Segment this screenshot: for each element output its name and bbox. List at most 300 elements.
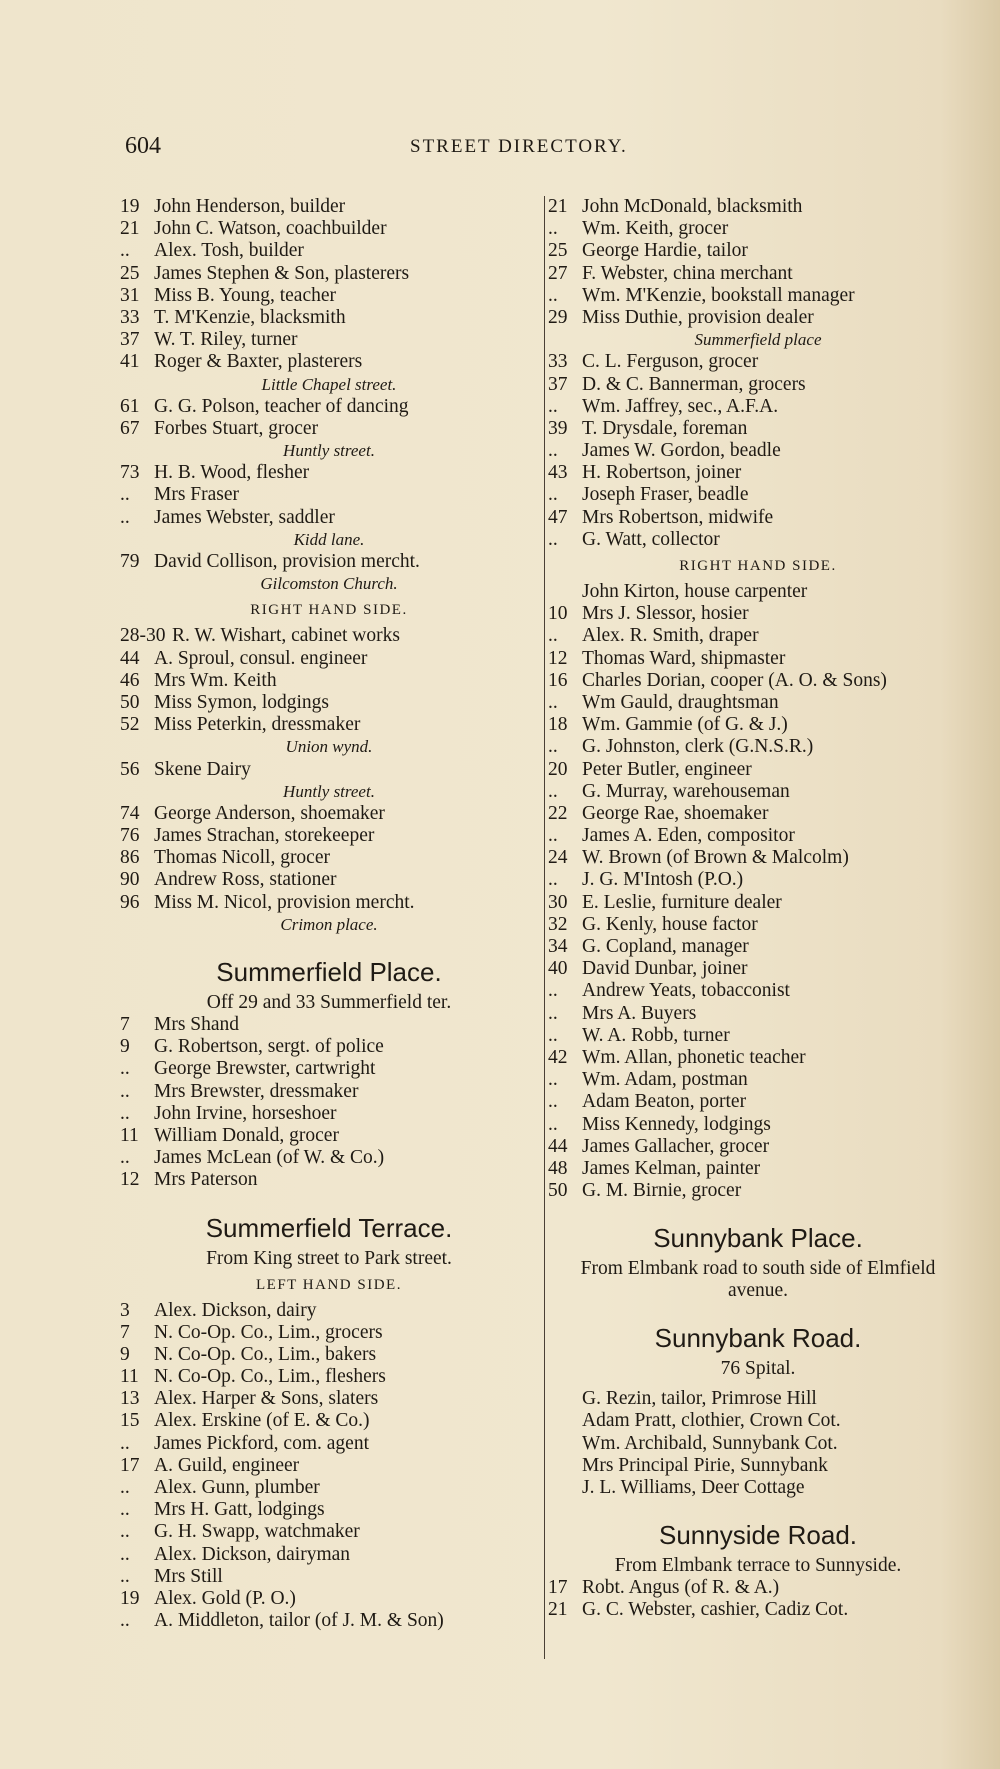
house-number: .. (120, 240, 130, 262)
house-number: 76 (120, 825, 140, 847)
directory-entry (548, 736, 968, 758)
directory-entry (548, 692, 968, 714)
entry-text: John Henderson, builder (154, 196, 346, 217)
directory-entry (120, 329, 538, 351)
directory-entry (120, 1410, 538, 1432)
street-heading: Summerfield Terrace. (205, 1212, 453, 1243)
directory-entry (120, 803, 538, 825)
entry-text: Mrs Wm. Keith (154, 669, 277, 691)
directory-entry (548, 1025, 968, 1047)
directory-entry (548, 1599, 968, 1621)
entry-text: W. A. Robb, turner (582, 1024, 730, 1046)
cross-street: Summerfield place (694, 330, 822, 350)
entry-text: F. Webster, china merchant (582, 262, 793, 284)
house-number: 16 (548, 669, 568, 691)
house-number: .. (548, 440, 558, 462)
directory-entry (548, 285, 968, 307)
house-number: 43 (548, 462, 568, 484)
house-number: 29 (548, 306, 568, 328)
entry-text: James Gallacher, grocer (582, 1135, 770, 1157)
entry-text: A. Sproul, consul. engineer (154, 647, 368, 669)
right-column (548, 196, 968, 1622)
house-number: 39 (548, 417, 568, 439)
street-description: 76 Spital. (720, 1358, 796, 1380)
side-heading: RIGHT HAND SIDE. (679, 558, 837, 574)
side-heading: LEFT HAND SIDE. (256, 1276, 402, 1293)
entry-text: Robt. Angus (of R. & A.) (582, 1577, 780, 1599)
house-number: .. (548, 484, 558, 506)
entry-text: James Webster, saddler (154, 506, 335, 528)
house-number: 48 (548, 1157, 568, 1179)
house-number: 21 (548, 196, 568, 217)
entry-text: J. G. M'Intosh (P.O.) (582, 869, 744, 891)
house-number: 47 (548, 506, 568, 528)
house-number: 19 (120, 196, 140, 217)
house-number: 50 (120, 691, 140, 713)
street-heading: Sunnybank Place. (653, 1223, 863, 1254)
entry-text: George Hardie, tailor (582, 240, 748, 262)
house-number: 33 (120, 306, 140, 328)
entry-text: A. Guild, engineer (154, 1454, 300, 1476)
house-number: 10 (548, 603, 568, 625)
entry-list (120, 396, 538, 440)
directory-entry (548, 892, 968, 914)
directory-entry (548, 307, 968, 329)
directory-entry (120, 1544, 538, 1566)
entry-list (548, 196, 968, 329)
entry-list (120, 551, 538, 573)
directory-entry (120, 759, 538, 781)
directory-entry: Wm. Archibald, Sunnybank Cot. (582, 1432, 838, 1454)
cross-street: Huntly street. (283, 441, 375, 461)
entry-text: Miss B. Young, teacher (154, 284, 337, 306)
house-number: 25 (120, 262, 140, 284)
house-number: 25 (548, 240, 568, 262)
directory-entry (120, 847, 538, 869)
street-heading: Summerfield Place. (216, 957, 442, 987)
entry-list (120, 1014, 538, 1192)
entry-text: A. Middleton, tailor (of J. M. & Son) (154, 1610, 444, 1632)
directory-entry (548, 1091, 968, 1113)
entry-text: James McLean (of W. & Co.) (154, 1147, 385, 1169)
column-divider (544, 196, 545, 1659)
entry-text: Andrew Yeats, tobacconist (582, 980, 790, 1002)
directory-entry (548, 263, 968, 285)
house-number: .. (120, 1477, 130, 1498)
house-number: .. (120, 1102, 130, 1124)
directory-entry (120, 1036, 538, 1058)
entry-text: William Donald, grocer (154, 1124, 339, 1146)
house-number: 52 (120, 714, 140, 736)
house-number: 13 (120, 1388, 140, 1410)
directory-entry (548, 825, 968, 847)
house-number: .. (120, 1565, 130, 1587)
house-number: .. (120, 1543, 130, 1565)
directory-entry (120, 670, 538, 692)
house-number: 79 (120, 551, 140, 572)
house-number: .. (120, 1432, 130, 1454)
directory-entry (120, 285, 538, 307)
directory-entry (120, 551, 538, 573)
house-number: .. (548, 625, 558, 647)
directory-entry (120, 1014, 538, 1036)
directory-entry (120, 1521, 538, 1543)
directory-entry (548, 507, 968, 529)
house-number: .. (548, 736, 558, 758)
directory-entry (548, 240, 968, 262)
entry-text: Miss Symon, lodgings (154, 691, 329, 713)
entry-text: Alex. Erskine (of E. & Co.) (154, 1410, 370, 1432)
entry-text: Alex. Gunn, plumber (154, 1477, 320, 1498)
side-heading: RIGHT HAND SIDE. (250, 602, 408, 619)
entry-text: G. M. Birnie, grocer (582, 1180, 742, 1202)
directory-entry (120, 1300, 538, 1322)
running-head: STREET DIRECTORY. (410, 136, 628, 157)
entry-text: E. Leslie, furniture dealer (582, 891, 782, 913)
entry-text: G. H. Swapp, watchmaker (154, 1521, 360, 1543)
directory-entry (120, 196, 538, 218)
entry-text: Charles Dorian, cooper (A. O. & Sons) (582, 669, 887, 691)
entry-list (548, 351, 968, 551)
directory-entry (548, 648, 968, 670)
house-number: 19 (120, 1587, 140, 1609)
house-number: 40 (548, 958, 568, 980)
house-number: .. (120, 1147, 130, 1169)
cross-street: Kidd lane. (293, 529, 365, 549)
directory-entry (548, 980, 968, 1002)
directory-entry (548, 396, 968, 418)
entry-list (548, 692, 968, 1202)
house-number: 41 (120, 351, 140, 373)
house-number: 32 (548, 913, 568, 935)
directory-entry (120, 1566, 538, 1588)
entry-text: Alex. Tosh, builder (154, 240, 304, 262)
directory-entry (120, 1058, 538, 1080)
house-number: 34 (548, 936, 568, 958)
directory-entry (120, 1499, 538, 1521)
entry-text: James Strachan, storekeeper (154, 825, 375, 847)
entry-text: Alex. Harper & Sons, slaters (154, 1388, 379, 1410)
entry-text: Joseph Fraser, beadle (582, 484, 749, 506)
entry-text: Wm. Gammie (of G. & J.) (582, 714, 788, 736)
house-number: 37 (120, 329, 140, 351)
street-description: From King street to Park street. (206, 1247, 452, 1269)
house-number: 42 (548, 1046, 568, 1068)
directory-entry (120, 1081, 538, 1103)
house-number: 15 (120, 1410, 140, 1432)
house-number: 90 (120, 869, 140, 891)
entry-text: G. Johnston, clerk (G.N.S.R.) (582, 736, 814, 758)
entry-text: Alex. Gold (P. O.) (154, 1587, 296, 1609)
entry-list (120, 462, 538, 529)
directory-entry (120, 396, 538, 418)
entry-text: Skene Dairy (154, 758, 251, 780)
page-header (125, 133, 965, 163)
directory-entry (120, 351, 538, 373)
entry-text: H. Robertson, joiner (582, 462, 742, 484)
entry-text: T. M'Kenzie, blacksmith (154, 306, 346, 328)
entry-text: N. Co-Op. Co., Lim., bakers (154, 1343, 377, 1365)
entry-text: John McDonald, blacksmith (582, 196, 803, 217)
house-number: .. (548, 780, 558, 802)
directory-entry (548, 759, 968, 781)
house-number: 24 (548, 847, 568, 869)
entry-text: Alex. R. Smith, draper (582, 625, 759, 647)
directory-entry: Adam Pratt, clothier, Crown Cot. (582, 1410, 841, 1432)
house-number: 96 (120, 891, 140, 913)
house-number: .. (120, 506, 130, 528)
directory-entry (548, 1114, 968, 1136)
entry-text: George Anderson, shoemaker (154, 802, 385, 824)
house-number: 3 (120, 1299, 130, 1321)
street-description: From Elmbank terrace to Sunnyside. (614, 1555, 902, 1577)
directory-entry (120, 714, 538, 736)
directory-entry (120, 1344, 538, 1366)
entry-text: Andrew Ross, stationer (154, 869, 337, 891)
directory-entry (548, 847, 968, 869)
entry-text: G. Robertson, sergt. of police (154, 1036, 384, 1058)
directory-entry (120, 507, 538, 529)
directory-entry (548, 1158, 968, 1180)
cross-street: Gilcomston Church. (260, 574, 398, 594)
entry-list (120, 625, 538, 736)
house-number: 7 (120, 1321, 130, 1343)
house-number: 27 (548, 262, 568, 284)
entry-text: Mrs A. Buyers (582, 1002, 697, 1024)
entry-text: Forbes Stuart, grocer (154, 417, 319, 439)
street-heading: Sunnyside Road. (658, 1520, 858, 1551)
directory-entry (548, 603, 968, 625)
entry-text: Mrs Paterson (154, 1169, 258, 1191)
house-number: 50 (548, 1180, 568, 1202)
directory-entry (548, 1003, 968, 1025)
directory-entry (548, 418, 968, 440)
directory-entry (120, 1103, 538, 1125)
house-number: .. (120, 1058, 130, 1080)
directory-entry (548, 218, 968, 240)
entry-list (120, 196, 538, 374)
entry-text: Roger & Baxter, plasterers (154, 351, 363, 373)
street-description: Off 29 and 33 Summerfield ter. (206, 992, 452, 1013)
house-number: 73 (120, 462, 140, 484)
house-number: 22 (548, 802, 568, 824)
directory-entry (120, 307, 538, 329)
entry-text: George Brewster, cartwright (154, 1058, 376, 1080)
directory-entry (548, 1136, 968, 1158)
street-heading: Sunnybank Road. (654, 1323, 862, 1354)
house-number: 86 (120, 847, 140, 869)
directory-entry (120, 1433, 538, 1455)
directory-entry (548, 1180, 968, 1202)
entry-text: Mrs Still (154, 1565, 223, 1587)
directory-entry (120, 263, 538, 285)
directory-entry (548, 803, 968, 825)
entry-text: Alex. Dickson, dairy (154, 1299, 317, 1321)
entry-text: Mrs J. Slessor, hosier (582, 603, 749, 625)
house-number: .. (548, 395, 558, 417)
directory-entry (120, 1477, 538, 1499)
entry-list (548, 581, 968, 670)
house-number: 20 (548, 758, 568, 780)
entry-text: N. Co-Op. Co., Lim., grocers (154, 1321, 383, 1343)
directory-entry (120, 1366, 538, 1388)
directory-entry (548, 1577, 968, 1599)
entry-text: W. T. Riley, turner (154, 329, 298, 351)
entry-text: James A. Eden, compositor (582, 825, 795, 847)
entry-text: N. Co-Op. Co., Lim., fleshers (154, 1366, 386, 1388)
directory-entry (120, 462, 538, 484)
directory-entry (548, 714, 968, 736)
entry-text: C. L. Ferguson, grocer (582, 351, 759, 373)
entry-text: Mrs Shand (154, 1014, 240, 1035)
entry-text: Wm Gauld, draughtsman (582, 691, 779, 713)
directory-entry: G. Rezin, tailor, Primrose Hill (582, 1388, 817, 1410)
entry-text: Alex. Dickson, dairyman (154, 1543, 351, 1565)
house-number: .. (548, 825, 558, 847)
directory-entry: Mrs Principal Pirie, Sunnybank (582, 1454, 828, 1476)
house-number: 17 (548, 1577, 568, 1599)
directory-entry (548, 869, 968, 891)
entry-text: Thomas Ward, shipmaster (582, 647, 786, 669)
entry-text: David Collison, provision mercht. (154, 551, 420, 572)
house-number: 21 (548, 1599, 568, 1621)
house-number: 46 (120, 669, 140, 691)
house-number: .. (120, 484, 130, 506)
entry-text: G. G. Polson, teacher of dancing (154, 395, 409, 417)
entry-text: James Pickford, com. agent (154, 1432, 369, 1454)
directory-entry (120, 418, 538, 440)
entry-text: Adam Beaton, porter (582, 1091, 747, 1113)
cross-street: Huntly street. (283, 781, 375, 801)
house-number: 18 (548, 714, 568, 736)
house-number: 31 (120, 284, 140, 306)
directory-entry (120, 1610, 538, 1632)
directory-entry (120, 1388, 538, 1410)
directory-entry (120, 1147, 538, 1169)
house-number: 7 (120, 1014, 130, 1035)
directory-entry (120, 625, 538, 647)
directory-entry (120, 240, 538, 262)
house-number: .. (548, 869, 558, 891)
entry-text: James Stephen & Son, plasterers (154, 262, 410, 284)
house-number: 37 (548, 373, 568, 395)
entry-text: D. & C. Bannerman, grocers (582, 373, 806, 395)
house-number: 21 (120, 218, 140, 240)
directory-entry (120, 218, 538, 240)
entry-text: John C. Watson, coachbuilder (154, 218, 387, 240)
cross-street: Union wynd. (285, 737, 373, 757)
house-number: .. (548, 218, 558, 240)
house-number: 44 (548, 1135, 568, 1157)
house-number: 17 (120, 1454, 140, 1476)
directory-entry (120, 892, 538, 914)
entry-text: W. Brown (of Brown & Malcolm) (582, 847, 849, 869)
left-column (120, 196, 538, 1632)
directory-entry (120, 692, 538, 714)
entry-list (548, 1577, 968, 1621)
directory-entry (120, 869, 538, 891)
house-number: 11 (120, 1124, 139, 1146)
page-number: 604 (125, 133, 161, 159)
entry-text: Thomas Nicoll, grocer (154, 847, 330, 869)
house-number: .. (120, 1499, 130, 1521)
directory-entry (548, 440, 968, 462)
directory-entry (120, 825, 538, 847)
entry-text: G. C. Webster, cashier, Cadiz Cot. (582, 1599, 849, 1621)
entry-text: R. W. Wishart, cabinet works (172, 625, 400, 647)
directory-entry (120, 1322, 538, 1344)
house-number: 56 (120, 758, 140, 780)
entry-text: James W. Gordon, beadle (582, 440, 781, 462)
entry-text: Mrs Fraser (154, 484, 240, 506)
entry-list (120, 759, 538, 781)
house-number: 33 (548, 351, 568, 373)
directory-entry (548, 781, 968, 803)
entry-text: H. B. Wood, flesher (154, 462, 310, 484)
house-number: .. (548, 1002, 558, 1024)
directory-entry (548, 670, 968, 692)
entry-text: Miss Duthie, provision dealer (582, 306, 814, 328)
house-number: 61 (120, 395, 140, 417)
house-number: .. (120, 1080, 130, 1102)
house-number: .. (548, 284, 558, 306)
entry-text: Wm. M'Kenzie, bookstall manager (582, 284, 855, 306)
entry-text: G. Murray, warehouseman (582, 780, 790, 802)
house-number: .. (120, 1610, 130, 1632)
directory-entry (120, 648, 538, 670)
house-number: .. (548, 1069, 558, 1091)
entry-list (120, 1300, 538, 1633)
directory-entry (548, 936, 968, 958)
entry-text: John Kirton, house carpenter (582, 581, 808, 602)
house-number: 11 (120, 1366, 139, 1388)
directory-entry (548, 462, 968, 484)
cross-street: Little Chapel street. (261, 374, 397, 394)
entry-text: George Rae, shoemaker (582, 802, 769, 824)
directory-entry (548, 1069, 968, 1091)
directory-entry (548, 529, 968, 551)
directory-entry (548, 484, 968, 506)
directory-entry (548, 1047, 968, 1069)
directory-entry (120, 1169, 538, 1191)
entry-text: David Dunbar, joiner (582, 958, 748, 980)
entry-text: G. Copland, manager (582, 936, 749, 958)
entry-text: John Irvine, horseshoer (154, 1102, 337, 1124)
entry-text: Miss Kennedy, lodgings (582, 1113, 771, 1135)
directory-entry (548, 958, 968, 980)
entry-text: Mrs Brewster, dressmaker (154, 1080, 359, 1102)
house-number: 9 (120, 1036, 130, 1058)
house-number: .. (548, 1091, 558, 1113)
directory-entry (548, 625, 968, 647)
house-number: 12 (120, 1169, 140, 1191)
house-number: 67 (120, 417, 140, 439)
directory-entry (120, 1588, 538, 1610)
street-description: From Elmbank road to south side of Elmfield avenue. (580, 1258, 936, 1302)
directory-entry (548, 351, 968, 373)
house-number: 30 (548, 891, 568, 913)
house-number: .. (548, 980, 558, 1002)
house-number: .. (548, 1024, 558, 1046)
house-number: 74 (120, 802, 140, 824)
entry-text: Mrs H. Gatt, lodgings (154, 1499, 325, 1521)
entry-text: Wm. Keith, grocer (582, 218, 729, 240)
entry-text: Wm. Jaffrey, sec., A.F.A. (582, 395, 779, 417)
entry-text: James Kelman, painter (582, 1157, 761, 1179)
entry-list (548, 1388, 968, 1499)
directory-entry: J. L. Williams, Deer Cottage (582, 1477, 805, 1499)
directory-entry (548, 196, 968, 218)
